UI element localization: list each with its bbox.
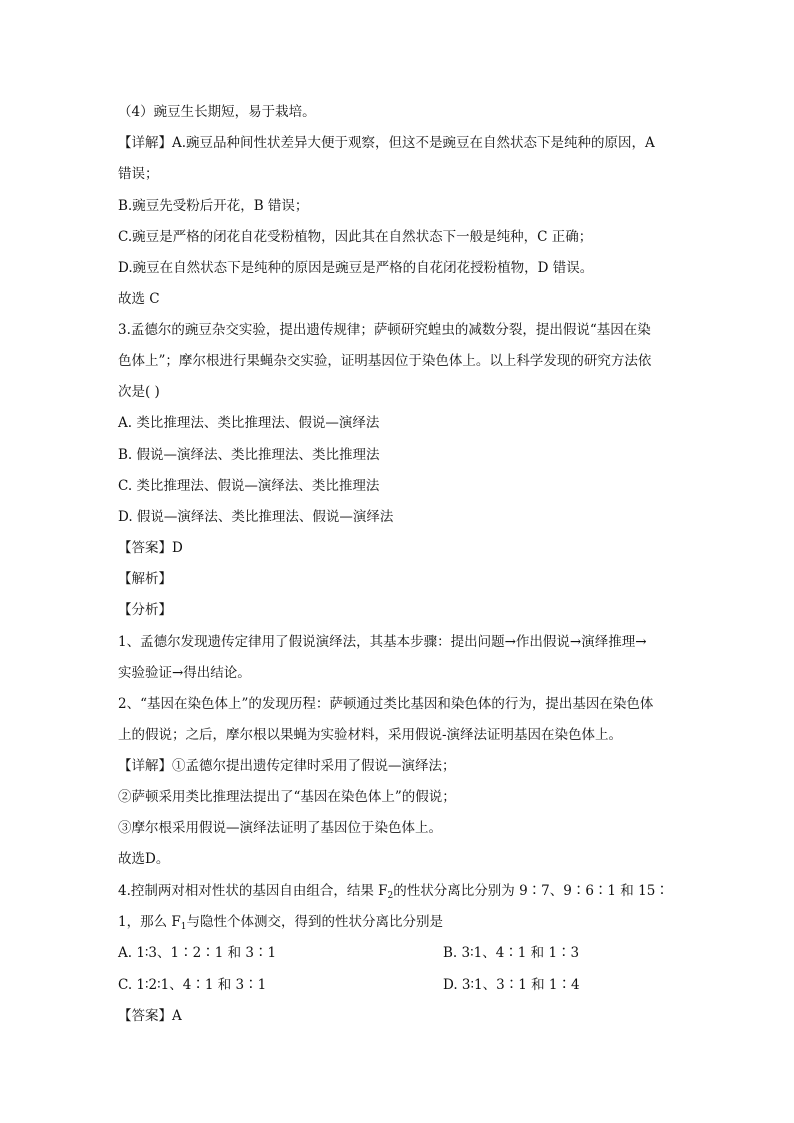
text-line: 上的假说；之后，摩尔根以果蝇为实验材料，采用假说-演绎法证明基因在染色体上。 (118, 727, 623, 743)
question-4-stem: 1，那么 $F_1$与隐性个体测交，得到的性状分离比分别是 (118, 914, 443, 932)
text-line: 1、孟德尔发现遗传定律用了假说演绎法，其基本步骤：提出问题→作出假说→演绎推理→ (118, 634, 647, 650)
question-4-option-b: B. 3∶1、4∶1 和 1∶3 (443, 945, 580, 961)
text-line: 错误； (118, 166, 159, 182)
question-3-stem: 色体上”；摩尔根进行果蝇杂交实验，证明基因位于染色体上。以上科学发现的研究方法依 (118, 353, 652, 369)
text-line: B.豌豆先受粉后开花，B 错误； (118, 198, 309, 214)
answer-label: 【答案】D (118, 540, 183, 556)
text-line: 实验验证→得出结论。 (118, 665, 251, 681)
analysis-label: 【解析】 (118, 571, 172, 587)
text-line: C.豌豆是严格的闭花自花受粉植物，因此其在自然状态下一般是纯种，C 正确； (118, 229, 593, 245)
question-4-options-row-2 (118, 975, 688, 995)
question-4-option-c: C. 1∶2∶1、4∶1 和 3∶1 (118, 977, 267, 993)
text-line: ③摩尔根采用假说—演绎法证明了基因位于染色体上。 (118, 820, 442, 836)
question-4-stem: 4.控制两对相对性状的基因自由组合，结果 $F_2$的性状分离比分别为 9∶7、9∶6∶1 和 15∶ (118, 883, 669, 901)
question-3-option-c: C. 类比推理法、假说—演绎法、类比推理法 (118, 478, 380, 494)
text-line: ②萨顿采用类比推理法提出了“基因在染色体上”的假说； (118, 789, 456, 805)
text-line: 【详解】A.豌豆品种间性状差异大便于观察，但这不是豌豆在自然状态下是纯种的原因，A (118, 135, 655, 151)
question-3-stem: 次是( ) (118, 384, 160, 400)
question-3-option-a: A. 类比推理法、类比推理法、假说—演绎法 (118, 415, 380, 431)
text-line: 故选 C (118, 291, 160, 307)
analysis-heading: 【分析】 (118, 602, 172, 618)
text-line: 故选D。 (118, 851, 170, 867)
text-line: 【详解】①孟德尔提出遗传定律时采用了假说—演绎法； (118, 758, 456, 774)
text-line: （4）豌豆生长期短，易于栽培。 (118, 104, 316, 120)
question-3-stem: 3.孟德尔的豌豆杂交实验，提出遗传规律；萨顿研究蝗虫的减数分裂，提出假说“基因在染 (118, 322, 651, 338)
question-3-option-b: B. 假说—演绎法、类比推理法、类比推理法 (118, 447, 380, 463)
question-4-option-d: D. 3∶1、3∶1 和 1∶4 (443, 977, 580, 993)
text-line: D.豌豆在自然状态下是纯种的原因是豌豆是严格的自花闭花授粉植物，D 错误。 (118, 260, 594, 276)
answer-label: 【答案】A (118, 1008, 182, 1024)
question-3-option-d: D. 假说—演绎法、类比推理法、假说—演绎法 (118, 509, 394, 525)
question-4-option-a: A. 1∶3、1∶2∶1 和 3∶1 (118, 945, 277, 961)
question-4-options-row-1 (118, 943, 688, 963)
text-line: 2、“基因在染色体上”的发现历程：萨顿通过类比基因和染色体的行为，提出基因在染色体 (118, 696, 654, 712)
